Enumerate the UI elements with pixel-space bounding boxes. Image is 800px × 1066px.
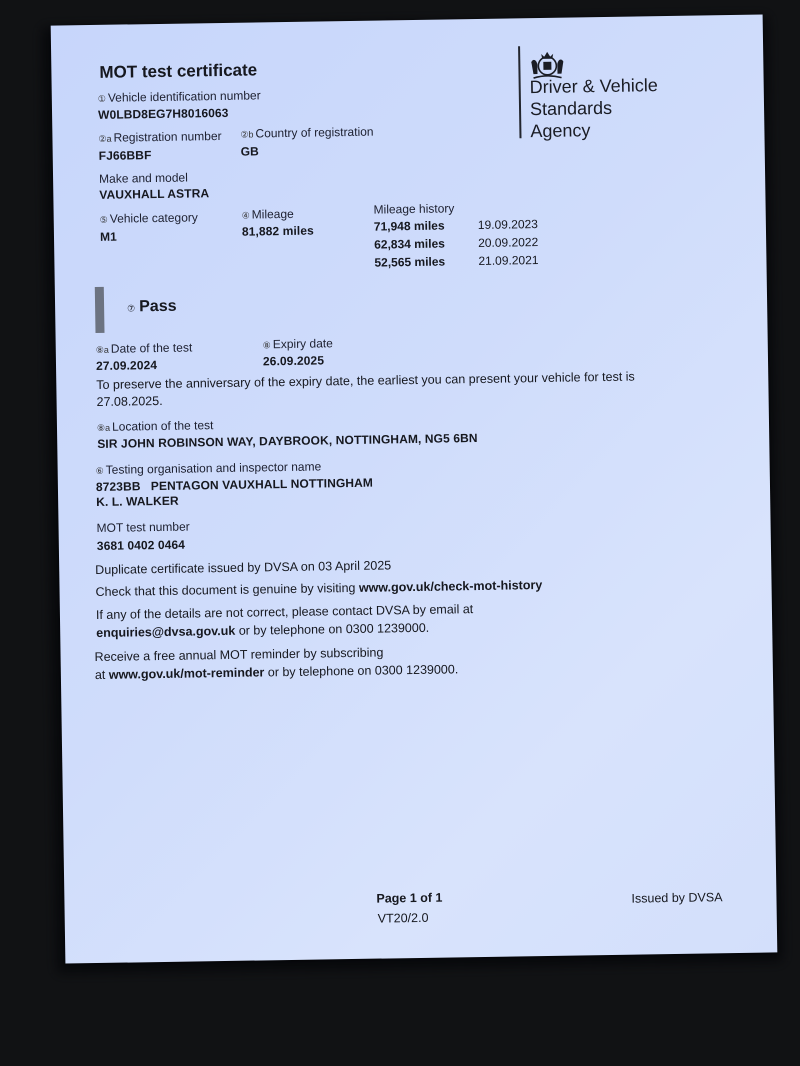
certificate-title: MOT test certificate xyxy=(99,60,258,82)
mileage-label-text: Mileage xyxy=(251,206,294,222)
reminder-note-line-2 xyxy=(95,662,459,682)
test-date-value: 27.09.2024 xyxy=(95,358,158,373)
agency-line-3: Agency xyxy=(530,120,591,142)
mileage-history-row xyxy=(374,217,538,234)
vin-label xyxy=(98,88,261,105)
page-number: Page 1 of 1 xyxy=(376,890,443,906)
check-note xyxy=(95,578,542,599)
location-field-number: ⑧a xyxy=(96,422,111,433)
mileage-history-row xyxy=(374,235,538,252)
test-date-label-text: Date of the test xyxy=(110,340,193,356)
mot-reminder-link[interactable]: www.gov.uk/mot-reminder xyxy=(108,665,265,682)
make-model-value: VAUXHALL ASTRA xyxy=(99,186,210,202)
category-value: M1 xyxy=(99,229,117,244)
result-indicator-bar xyxy=(95,287,105,333)
country-field-number: ②b xyxy=(240,129,254,140)
vin-label-text: Vehicle identification number xyxy=(107,88,261,105)
expiry-date-field-number: ⑧ xyxy=(262,340,271,351)
history-date: 20.09.2022 xyxy=(478,235,539,250)
issued-by: Issued by DVSA xyxy=(631,890,723,906)
test-date-field-number: ⑧a xyxy=(95,344,109,355)
category-label-text: Vehicle category xyxy=(109,210,198,226)
history-date: 19.09.2023 xyxy=(477,217,539,232)
location-value: SIR JOHN ROBINSON WAY, DAYBROOK, NOTTINGHAM, NG5 6BN xyxy=(97,430,478,451)
history-date: 21.09.2021 xyxy=(478,253,539,268)
country-label xyxy=(240,125,373,141)
vin-field-number: ① xyxy=(97,93,106,104)
check-mot-history-link[interactable]: www.gov.uk/check-mot-history xyxy=(358,577,543,595)
expiry-date-label-text: Expiry date xyxy=(272,336,333,352)
category-field-number: ⑤ xyxy=(99,214,108,225)
organisation-value: 8723BB PENTAGON VAUXHALL NOTTINGHAM xyxy=(95,475,374,494)
registration-label-text: Registration number xyxy=(113,128,222,145)
test-date-label xyxy=(96,340,193,356)
inspector-name: K. L. WALKER xyxy=(96,493,179,509)
reminder-at-text: at xyxy=(94,667,109,683)
anniversary-note-line-1: To preserve the anniversary of the expiry date, the earliest you can present your vehicle for test is xyxy=(96,369,635,392)
duplicate-note: Duplicate certificate issued by DVSA on 03 April 2025 xyxy=(95,558,392,578)
check-note-text: Check that this document is genuine by visiting xyxy=(95,580,359,600)
registration-value: FJ66BBF xyxy=(98,148,152,163)
expiry-date-label xyxy=(263,336,333,351)
result-label: Pass xyxy=(139,297,177,316)
organisation-field-number: ⑥ xyxy=(95,465,104,476)
contact-note-rest: or by telephone on 0300 1239000. xyxy=(235,620,430,638)
history-miles: 71,948 miles xyxy=(373,218,445,234)
dvsa-email-link[interactable]: enquiries@dvsa.gov.uk xyxy=(96,623,236,641)
mileage-history-row xyxy=(374,253,538,270)
agency-divider xyxy=(518,46,521,138)
mot-certificate xyxy=(51,14,778,963)
agency-line-1: Driver & Vehicle xyxy=(529,75,658,98)
history-miles: 52,565 miles xyxy=(374,254,446,270)
country-label-text: Country of registration xyxy=(255,124,374,141)
organisation-label xyxy=(96,459,322,477)
location-label xyxy=(97,418,214,434)
organisation-label-text: Testing organisation and inspector name xyxy=(105,459,322,477)
agency-line-2: Standards xyxy=(529,97,613,120)
reminder-note-rest: or by telephone on 0300 1239000. xyxy=(264,662,459,680)
mileage-value: 81,882 miles xyxy=(241,223,314,239)
category-label xyxy=(100,210,198,226)
agency-name xyxy=(530,74,659,142)
vin-value: W0LBD8EG7H8016063 xyxy=(97,105,229,122)
form-code: VT20/2.0 xyxy=(377,910,429,926)
anniversary-note-line-2: 27.08.2025. xyxy=(96,393,163,409)
mileage-history-label: Mileage history xyxy=(373,201,455,217)
expiry-date-value: 26.09.2025 xyxy=(262,353,325,369)
registration-label xyxy=(98,129,221,145)
country-value: GB xyxy=(240,144,259,159)
test-result xyxy=(127,298,177,317)
registration-field-number: ②a xyxy=(98,133,112,144)
reminder-note-line-1: Receive a free annual MOT reminder by subscribing xyxy=(94,645,384,665)
history-miles: 62,834 miles xyxy=(374,236,445,252)
mileage-field-number: ④ xyxy=(241,210,250,221)
contact-note-line-1: If any of the details are not correct, please contact DVSA by email at xyxy=(95,602,474,623)
mileage-label xyxy=(242,207,294,222)
make-model-label: Make and model xyxy=(98,170,188,186)
location-label-text: Location of the test xyxy=(111,418,214,434)
contact-note-line-2 xyxy=(96,621,429,640)
result-field-number: ⑦ xyxy=(127,303,136,314)
test-number-label: MOT test number xyxy=(96,519,190,535)
test-number-value: 3681 0402 0464 xyxy=(96,537,186,553)
